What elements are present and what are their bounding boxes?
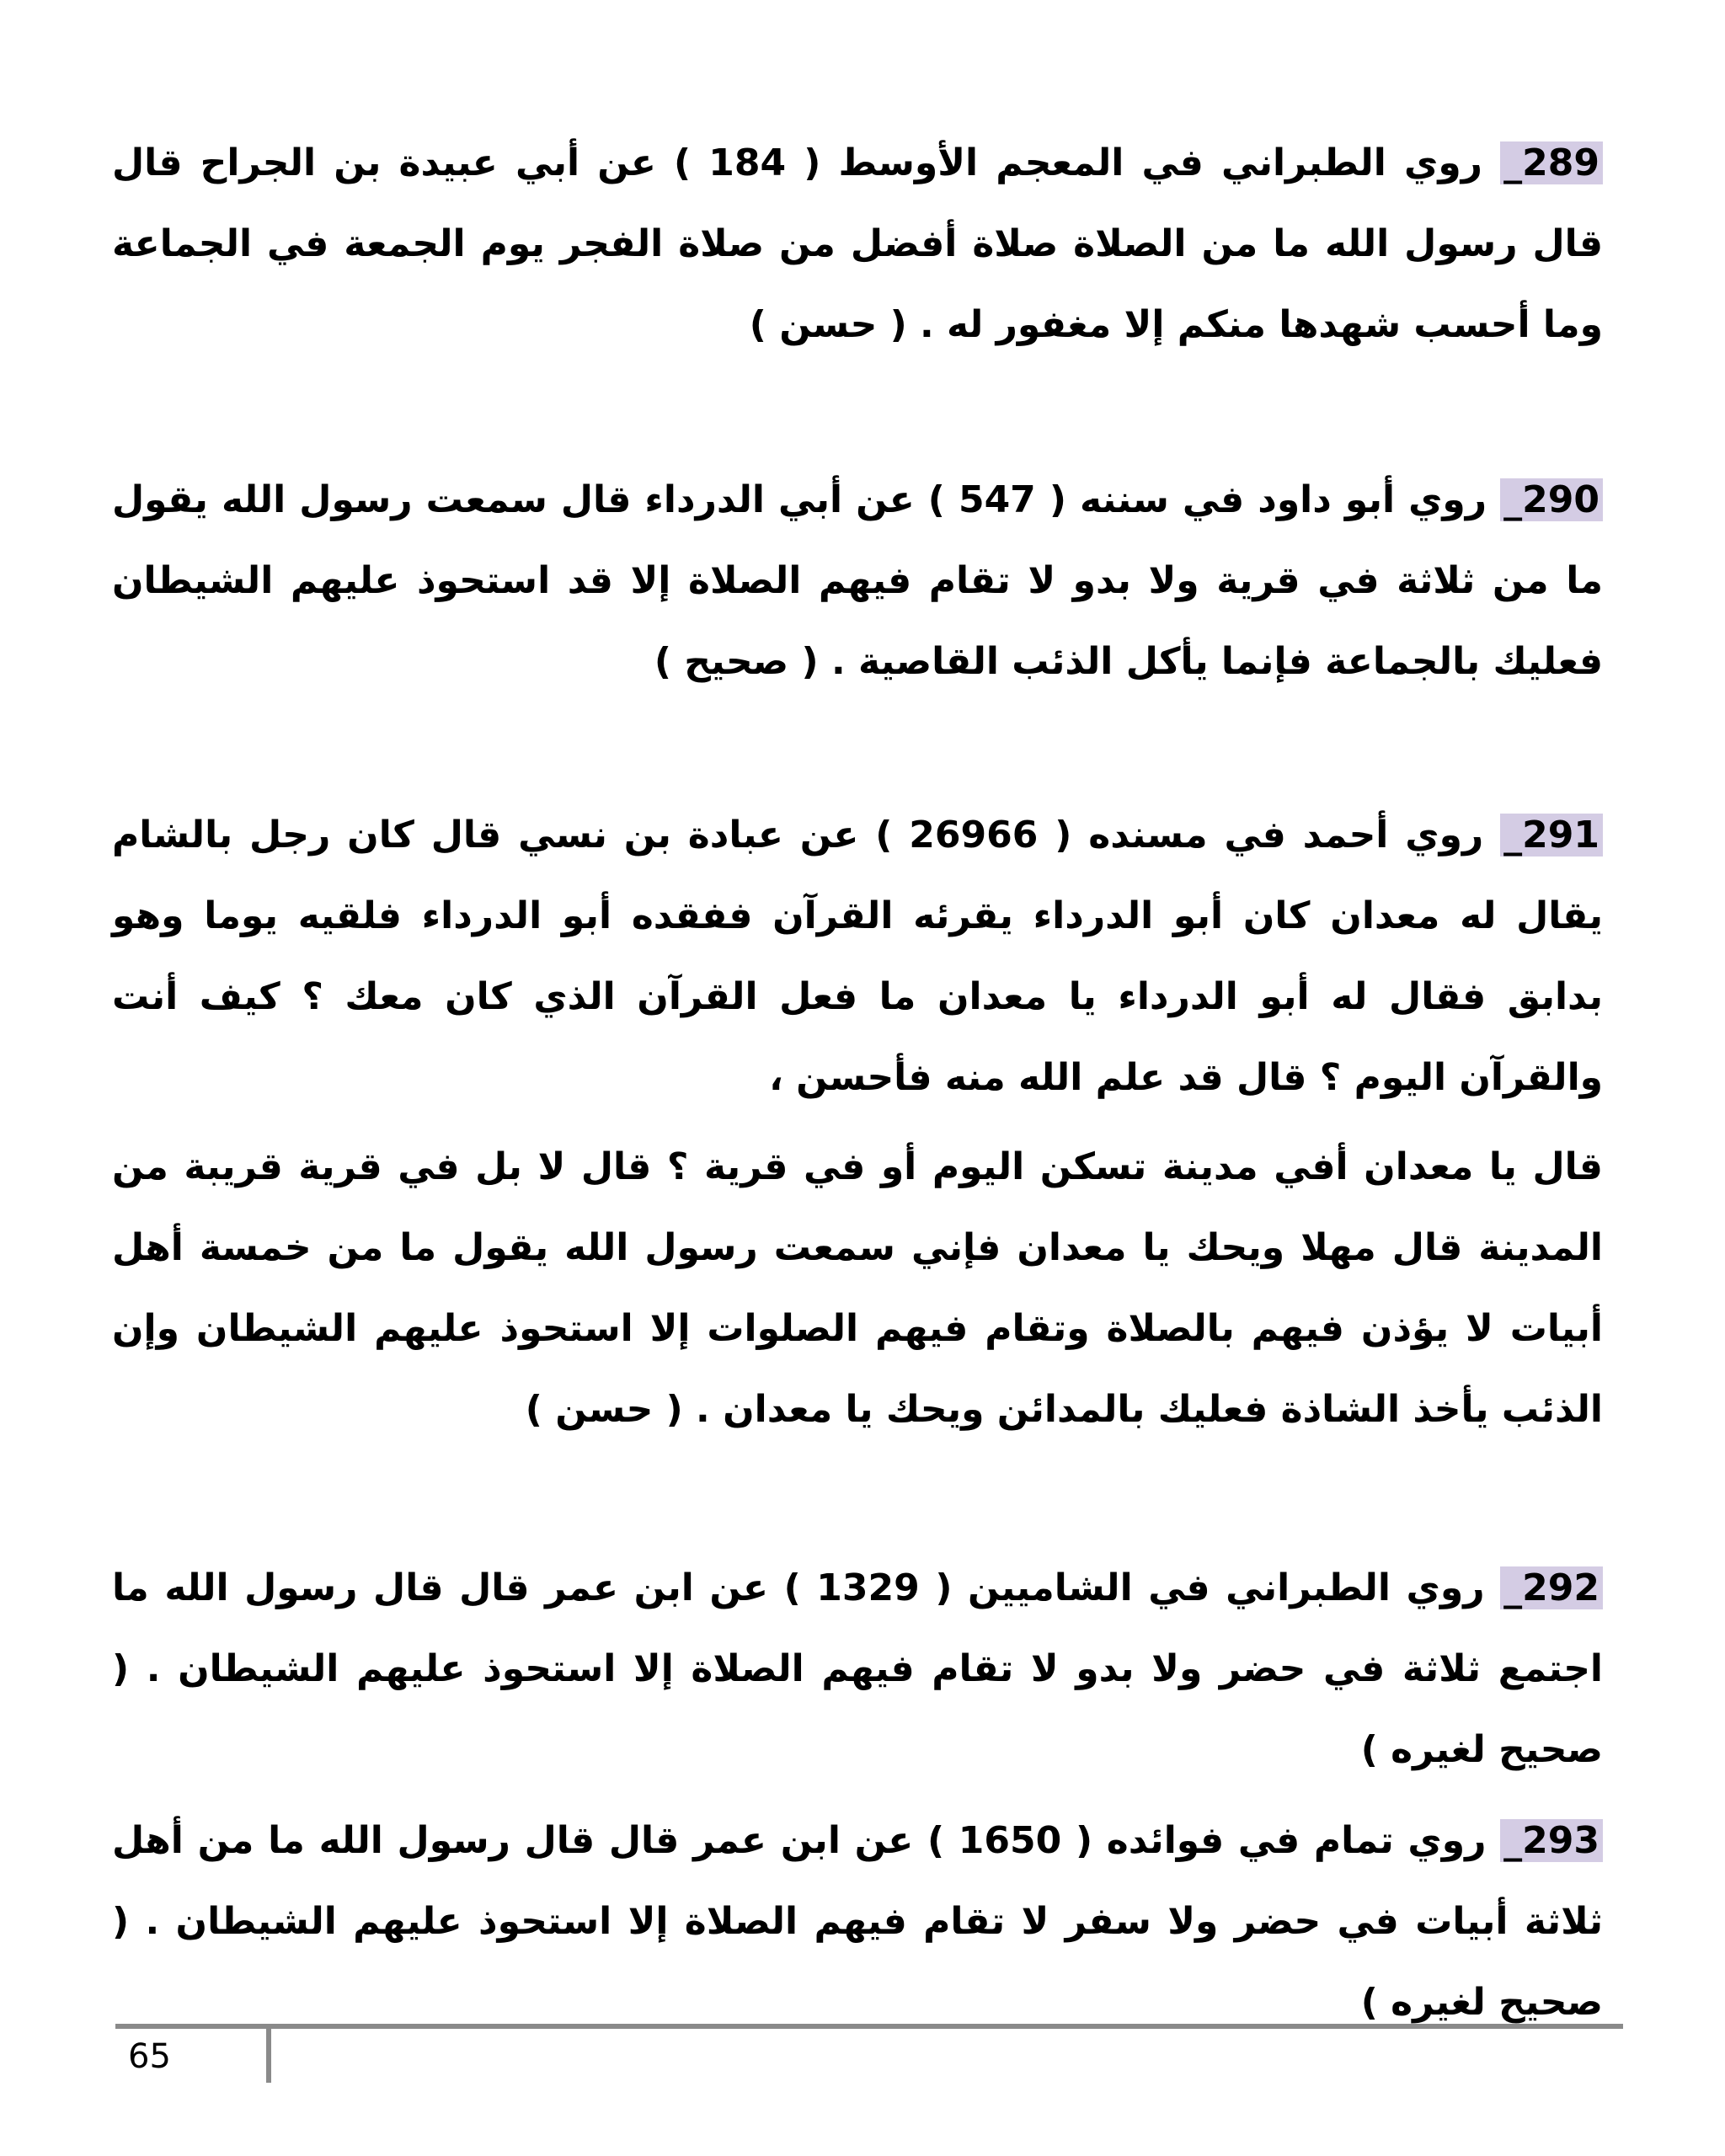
hadith-text: روي أبو داود في سننه ( 547 ) عن أبي الدرداء قال سمعت رسول الله يقول ما من ثلاثة في قرية ولا بدو لا تقام فيهم الصلاة إلا قد استحوذ عليهم الشيطان فعليك بالجماعة فإنما يأكل الذئب القاصية . ( صحيح ) <box>112 478 1603 683</box>
hadith-289 <box>112 123 1603 366</box>
hadith-291-continuation <box>112 1127 1603 1450</box>
hadith-292 <box>112 1548 1603 1790</box>
hadith-number: 292_ <box>1500 1566 1603 1609</box>
hadith-290 <box>112 460 1603 702</box>
footer-rule <box>115 2024 1623 2029</box>
hadith-text: قال يا معدان أفي مدينة تسكن اليوم أو في قرية ؟ قال لا بل في قرية قريبة من المدينة قال مهلا ويحك يا معدان فإني سمعت رسول الله يقول ما من خمسة أهل أبيات لا يؤذن فيهم بالصلاة وتقام فيهم الصلوات إلا استحوذ عليهم الشيطان وإن الذئب يأخذ الشاذة فعليك بالمدائن ويحك يا معدان . ( حسن ) <box>112 1145 1603 1431</box>
hadith-number: 291_ <box>1500 814 1603 857</box>
footer-divider <box>266 2024 271 2083</box>
hadith-text: روي تمام في فوائده ( 1650 ) عن ابن عمر قال قال رسول الله ما من أهل ثلاثة أبيات في حضر ولا سفر لا تقام فيهم الصلاة إلا استحوذ عليهم الشيطان . ( صحيح لغيره ) <box>112 1819 1603 2024</box>
hadith-number: 289_ <box>1500 141 1603 184</box>
hadith-text: روي أحمد في مسنده ( 26966 ) عن عبادة بن نسي قال كان رجل بالشام يقال له معدان كان أبو الدرداء يقرئه القرآن ففقده أبو الدرداء فلقيه يوما وهو بدابق فقال له أبو الدرداء يا معدان ما فعل القرآن الذي كان معك ؟ كيف أنت والقرآن اليوم ؟ قال قد علم الله منه فأحسن ، <box>112 814 1603 1099</box>
hadith-number: 293_ <box>1500 1819 1603 1862</box>
page-number: 65 <box>128 2037 171 2076</box>
hadith-291 <box>112 795 1603 1118</box>
hadith-293 <box>112 1801 1603 2043</box>
hadith-number: 290_ <box>1500 478 1603 521</box>
hadith-text: روي الطبراني في المعجم الأوسط ( 184 ) عن أبي عبيدة بن الجراح قال قال رسول الله ما من الصلاة صلاة أفضل من صلاة الفجر يوم الجمعة في الجماعة وما أحسب شهدها منكم إلا مغفور له . ( حسن ) <box>112 141 1603 346</box>
hadith-text: روي الطبراني في الشاميين ( 1329 ) عن ابن عمر قال قال رسول الله ما اجتمع ثلاثة في حضر ولا بدو لا تقام فيهم الصلاة إلا استحوذ عليهم الشيطان . ( صحيح لغيره ) <box>112 1566 1603 1771</box>
